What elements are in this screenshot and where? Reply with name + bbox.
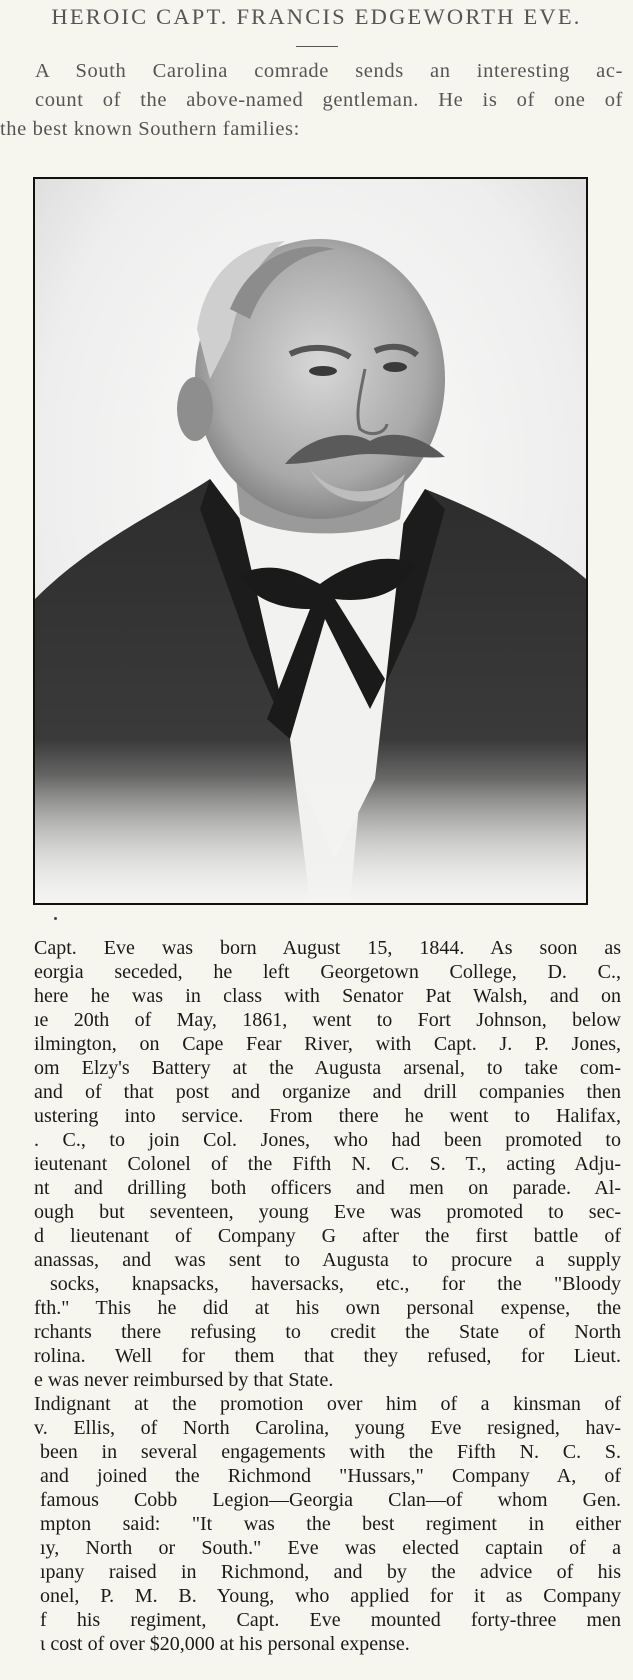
body-line: ıe 20th of May, 1861, went to Fort Johnson, below (34, 1009, 621, 1031)
body-line: eorgia seceded, he left Georgetown College, D. C., (34, 961, 621, 983)
body-line: rchants there refusing to credit the State of North (34, 1321, 621, 1343)
body-line: famous Cobb Legion—Georgia Clan—of whom Gen. (40, 1489, 621, 1511)
title-rule (296, 46, 338, 47)
body-line: d lieutenant of Company G after the first battle of (34, 1225, 621, 1247)
body-line: onel, P. M. B. Young, who applied for it as Company (40, 1585, 621, 1607)
body-line: here he was in class with Senator Pat Walsh, and on (34, 985, 621, 1007)
intro-line: the best known Southern families: (0, 118, 300, 140)
body-line: Indignant at the promotion over him of a kinsman of (34, 1393, 621, 1415)
intro-line: count of the above-named gentleman. He is of one of (35, 89, 623, 111)
body-line: om Elzy's Battery at the Augusta arsenal, to take com- (34, 1057, 621, 1079)
body-line: rolina. Well for them that they refused, for Lieut. (34, 1345, 621, 1367)
body-line: ough but seventeen, young Eve was promoted to sec- (34, 1201, 621, 1223)
body-line: mpton said: "It was the best regiment in either (40, 1513, 621, 1535)
body-line: been in several engagements with the Fifth N. C. S. (40, 1441, 621, 1463)
body-line: f his regiment, Capt. Eve mounted forty-three men (40, 1609, 621, 1631)
body-line: anassas, and was sent to Augusta to procure a supply (34, 1249, 621, 1271)
body-line: and of that post and organize and drill companies then (34, 1081, 621, 1103)
body-line: and joined the Richmond "Hussars," Company A, of (40, 1465, 621, 1487)
intro-line: A South Carolina comrade sends an interesting ac- (35, 60, 623, 82)
portrait-icon (35, 179, 586, 903)
body-line: ieutenant Colonel of the Fifth N. C. S. T., acting Adju- (34, 1153, 621, 1175)
body-line: v. Ellis, of North Carolina, young Eve resigned, hav- (34, 1417, 621, 1439)
body-line: ustering into service. From there he went to Halifax, (34, 1105, 621, 1127)
body-line: ıy, North or South." Eve was elected captain of a (40, 1537, 621, 1559)
body-line: ι cost of over $20,000 at his personal expense. (40, 1633, 410, 1655)
body-line: ilmington, on Cape Fear River, with Capt. J. P. Jones, (34, 1033, 621, 1055)
body-line: socks, knapsacks, haversacks, etc., for the "Bloody (50, 1273, 621, 1295)
body-line: fth." This he did at his own personal expense, the (34, 1297, 621, 1319)
article-title: HEROIC CAPT. FRANCIS EDGEWORTH EVE. (51, 4, 582, 29)
body-line: nt and drilling both officers and men on parade. Al- (34, 1177, 621, 1199)
stray-dot (54, 917, 57, 920)
body-line: ıpany raised in Richmond, and by the advice of his (40, 1561, 621, 1583)
body-line: e was never reimbursed by that State. (34, 1369, 334, 1391)
portrait-photo (33, 177, 588, 905)
body-line: . C., to join Col. Jones, who had been promoted to (34, 1129, 621, 1151)
body-line: Capt. Eve was born August 15, 1844. As soon as (34, 937, 621, 959)
